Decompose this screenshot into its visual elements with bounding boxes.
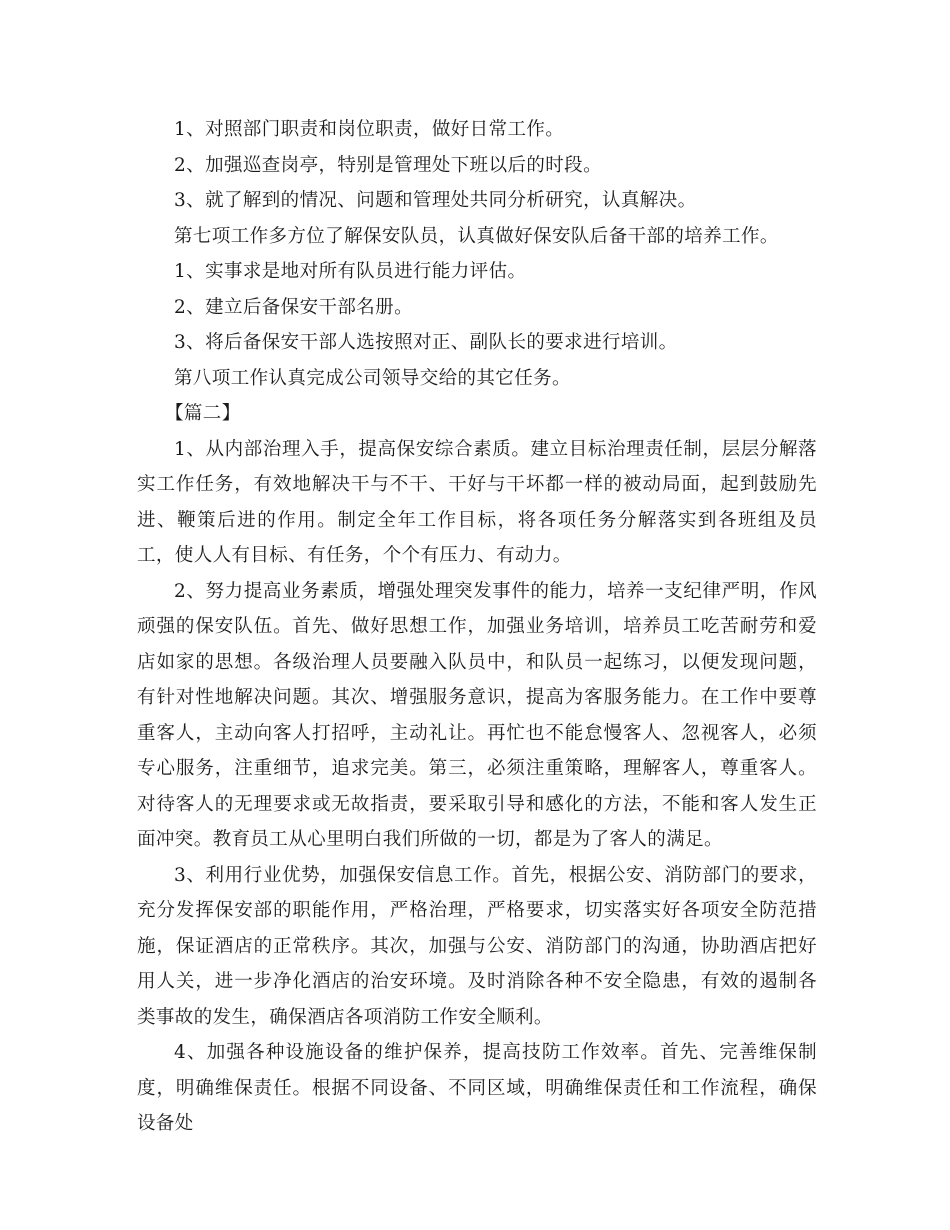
section-item-heading: 第七项工作多方位了解保安队员，认真做好保安队后备干部的培养工作。: [174, 225, 779, 247]
section-heading: 【篇二】: [165, 403, 241, 424]
paragraph: 3、利用行业优势，加强保安信息工作。首先，根据公安、消防部门的要求，充分发挥保安部的职能作用，严格治理，严格要求，切实落实好各项安全防范措施，保证酒店的正常秩序。其次，加强与公安、消防部门的沟通，协助酒店把好用人关，进一步净化酒店的治安环境。及时消除各种不安全隐患，有效的遏制各类事故的发生，确保酒店各项消防工作安全顺利。: [137, 864, 817, 1028]
list-item: 1、实事求是地对所有队员进行能力评估。: [174, 261, 527, 282]
list-item: 3、将后备保安干部人选按照对正、副队长的要求进行培训。: [174, 332, 678, 353]
paragraph: 2、努力提高业务素质，增强处理突发事件的能力，培养一支纪律严明，作风顽强的保安队伍。首先、做好思想工作，加强业务培训，培养员工吃苦耐劳和爱店如家的思想。各级治理人员要融入队员中，和队员一起练习，以便发现问题，有针对性地解决问题。其次、增强服务意识，提高为客服务能力。在工作中要尊重客人，主动向客人打招呼，主动礼让。再忙也不能怠慢客人、忽视客人，必须专心服务，注重细节，追求完美。第三，必须注重策略，理解客人，尊重客人。对待客人的无理要求或无故指责，要采取引导和感化的方法，不能和客人发生正面冲突。教育员工从心里明白我们所做的一切，都是为了客人的满足。: [137, 580, 817, 850]
section-item-heading: 第八项工作认真完成公司领导交给的其它任务。: [174, 367, 571, 389]
list-item: 1、对照部门职责和岗位职责，做好日常工作。: [174, 119, 565, 140]
list-item: 2、建立后备保安干部名册。: [174, 296, 413, 318]
paragraph: 4、加强各种设施设备的维护保养，提高技防工作效率。首先、完善维保制度，明确维保责任。根据不同设备、不同区域，明确维保责任和工作流程，确保设备处: [137, 1042, 817, 1134]
list-item: 3、就了解到的情况、问题和管理处共同分析研究，认真解决。: [174, 190, 697, 211]
document-body: [137, 112, 817, 1142]
list-item: 2、加强巡查岗亭，特别是管理处下班以后的时段。: [174, 154, 602, 176]
paragraph: 1、从内部治理入手，提高保安综合素质。建立目标治理责任制，层层分解落实工作任务，有效地解决干与不干、干好与干坏都一样的被动局面，起到鼓励先进、鞭策后进的作用。制定全年工作目标，将各项任务分解落实到各班组及员工，使人人有目标、有任务，个个有压力、有动力。: [137, 438, 817, 566]
